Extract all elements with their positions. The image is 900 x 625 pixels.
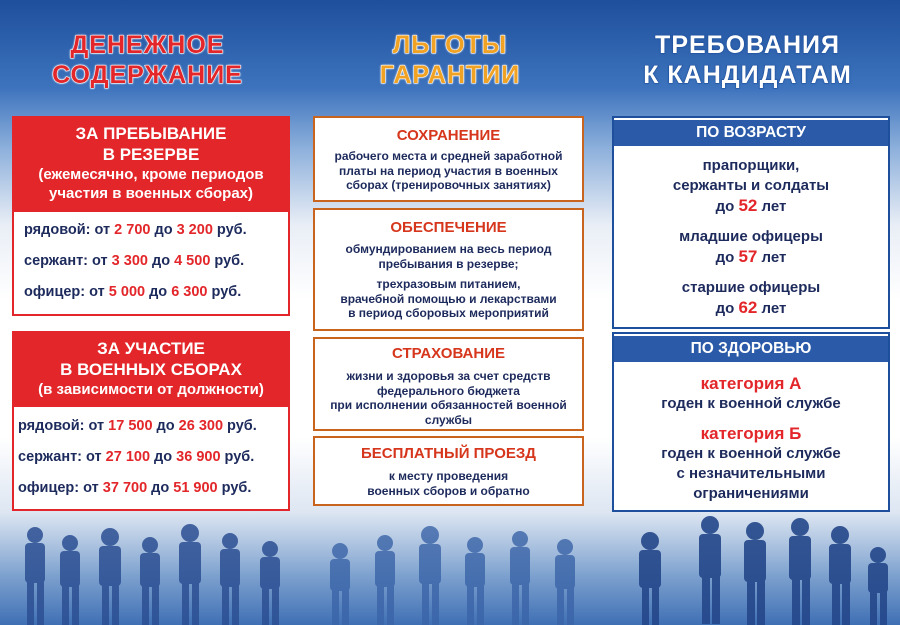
- benefit-insurance: [313, 337, 584, 431]
- benefit-title: ОБЕСПЕЧЕНИЕ: [390, 219, 507, 236]
- header-benefits: ЛЬГОТЫ ГАРАНТИИ: [379, 31, 521, 89]
- header-requirements: ТРЕБОВАНИЯ К КАНДИДАТАМ: [643, 31, 852, 89]
- training-pay-header: ЗА УЧАСТИЕ В ВОЕННЫХ СБОРАХ (в зависимости от должности): [14, 333, 288, 407]
- age-group-enlisted: прапорщики, сержанты и солдаты до 52 лет: [672, 157, 830, 215]
- age-requirements-box: [612, 116, 890, 329]
- benefit-text: к месту проведения военных сборов и обратно: [367, 469, 530, 498]
- health-requirements-box: [612, 332, 890, 512]
- benefit-preservation: [313, 116, 584, 202]
- soldier-silhouettes: [0, 505, 900, 625]
- benefit-title: СТРАХОВАНИЕ: [392, 345, 505, 362]
- benefit-text: обмундированием на весь период пребывания в резерве; трехразовым питанием, врачебной помощью и лекарствами в период сборовых мероприятий: [340, 242, 557, 320]
- training-row-officer: офицер: от 37 700 до 51 900 руб.: [18, 480, 252, 496]
- reserve-row-officer: офицер: от 5 000 до 6 300 руб.: [24, 284, 242, 300]
- health-requirements-header: ПО ЗДОРОВЬЮ: [614, 336, 888, 362]
- reserve-pay-box: [12, 116, 290, 316]
- benefit-title: СОХРАНЕНИЕ: [396, 127, 501, 144]
- reserve-row-sergeant: сержант: от 3 300 до 4 500 руб.: [24, 253, 245, 269]
- training-pay-box: [12, 331, 290, 511]
- health-category-b: категория Б годен к военной службе с незначительными ограничениями: [661, 424, 841, 502]
- benefit-title: БЕСПЛАТНЫЙ ПРОЕЗД: [361, 445, 536, 462]
- age-requirements-header: ПО ВОЗРАСТУ: [614, 120, 888, 146]
- reserve-row-private: рядовой: от 2 700 до 3 200 руб.: [24, 222, 247, 238]
- age-group-senior-officers: старшие офицеры до 62 лет: [681, 279, 821, 317]
- training-row-sergeant: сержант: от 27 100 до 36 900 руб.: [18, 449, 255, 465]
- header-money: ДЕНЕЖНОЕ СОДЕРЖАНИЕ: [52, 31, 243, 89]
- age-group-junior-officers: младшие офицеры до 57 лет: [679, 228, 823, 266]
- benefit-text: рабочего места и средней заработной платы на период участия в военных сборах (тренировочных занятиях): [334, 149, 563, 192]
- training-row-private: рядовой: от 17 500 до 26 300 руб.: [18, 418, 257, 434]
- benefit-free-travel: [313, 436, 584, 506]
- benefit-text: жизни и здоровья за счет средств федерального бюджета при исполнении обязанностей военной службы: [330, 369, 567, 427]
- reserve-pay-header: ЗА ПРЕБЫВАНИЕ В РЕЗЕРВЕ (ежемесячно, кроме периодов участия в военных сборах): [14, 118, 288, 212]
- benefit-provision: [313, 208, 584, 331]
- health-category-a: категория А годен к военной службе: [661, 374, 841, 412]
